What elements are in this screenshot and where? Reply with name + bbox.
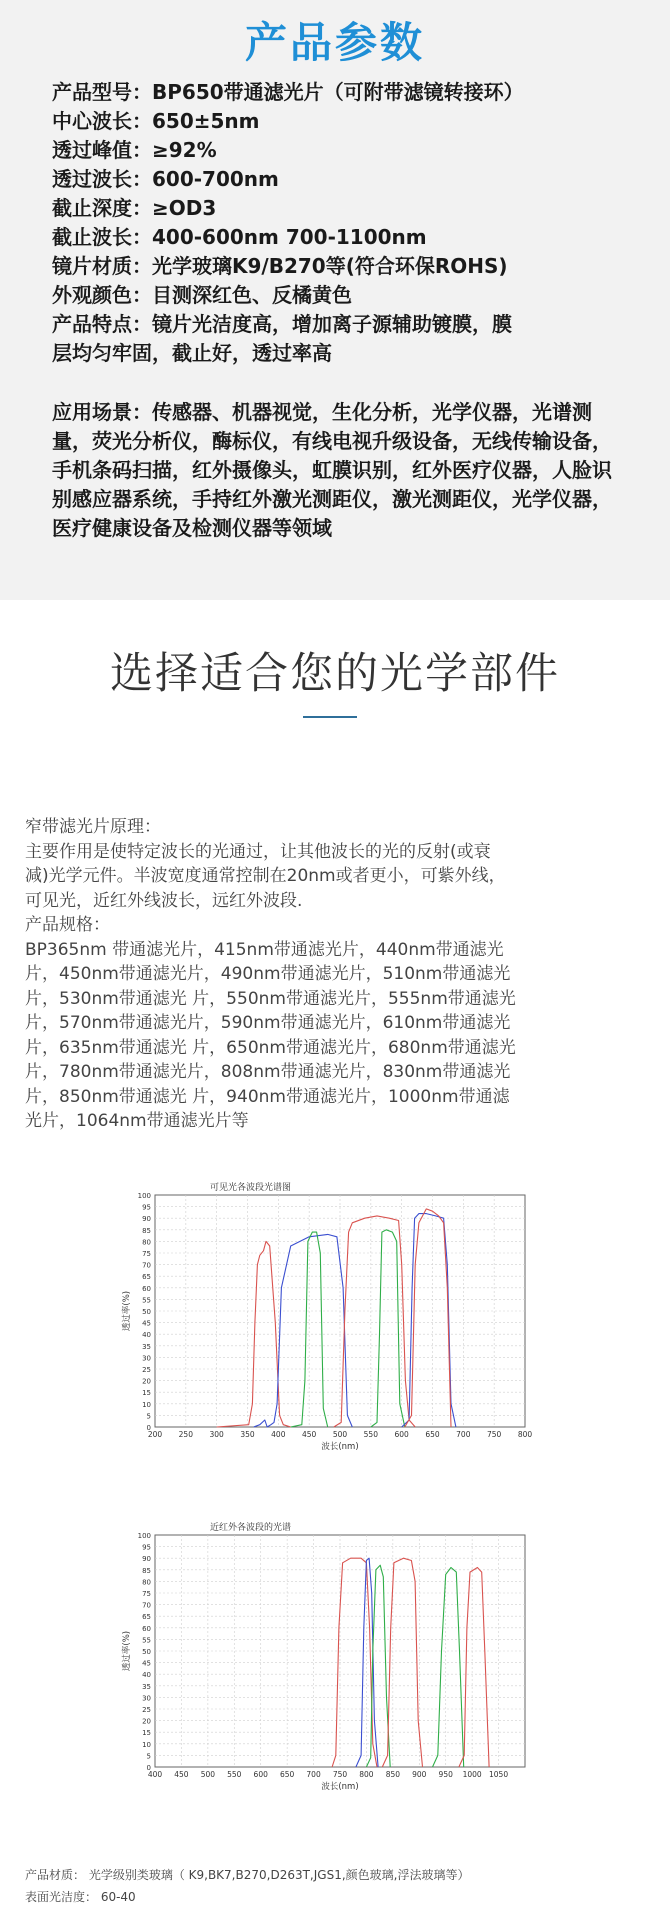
param-passband: 透过波长：600-700nm xyxy=(52,167,279,191)
y-tick-label: 65 xyxy=(142,1613,151,1622)
nir-spectrum-chart-svg xyxy=(115,1517,545,1823)
chart-title: 可见光各波段光谱图 xyxy=(210,1183,292,1193)
param-color: 外观颜色：目测深红色、反橘黄色 xyxy=(52,283,352,307)
x-tick-label: 350 xyxy=(240,1430,255,1439)
y-tick-label: 30 xyxy=(142,1354,151,1363)
y-tick-label: 10 xyxy=(142,1740,151,1749)
x-tick-label: 900 xyxy=(412,1770,427,1779)
x-tick-label: 1050 xyxy=(489,1770,509,1779)
y-tick-label: 20 xyxy=(142,1377,151,1386)
x-tick-label: 750 xyxy=(332,1770,348,1779)
x-tick-label: 950 xyxy=(438,1770,453,1779)
section-heading: 选择适合您的光学部件 xyxy=(110,649,560,699)
y-tick-label: 35 xyxy=(142,1682,151,1691)
filter-description xyxy=(25,815,650,1134)
spec-text-line: BP365nm 带通滤光片，415nm带通滤光片，440nm带通滤光 xyxy=(25,939,504,960)
y-tick-label: 40 xyxy=(142,1331,151,1340)
y-tick-label: 15 xyxy=(142,1389,151,1398)
param-center-wavelength: 中心波长：650±5nm xyxy=(52,109,260,133)
y-tick-label: 90 xyxy=(142,1555,151,1564)
y-tick-label: 70 xyxy=(142,1601,151,1610)
x-tick-label: 600 xyxy=(394,1430,409,1439)
y-tick-label: 20 xyxy=(142,1717,151,1726)
y-tick-label: 45 xyxy=(142,1659,151,1668)
x-tick-label: 450 xyxy=(302,1430,317,1439)
y-tick-label: 75 xyxy=(142,1250,151,1258)
y-tick-label: 40 xyxy=(142,1671,151,1680)
param-application: 应用场景：传感器、机器视觉，生化分析，光学仪器，光谱测量，荧光分析仪，酶标仪，有线电视升级设备，无线传输设备，手机条码扫描，红外摄像头，虹膜识别，红外医疗仪器，人脸识别感应器系统，手持红外激光测距仪，激光测距仪，光学仪器，医疗健康设备及检测仪器等领域 xyxy=(52,400,612,540)
param-features-cont: 层均匀牢固，截止好，透过率高 xyxy=(52,341,332,365)
y-tick-label: 30 xyxy=(142,1694,151,1703)
y-tick-label: 5 xyxy=(146,1752,151,1761)
y-tick-label: 5 xyxy=(146,1412,151,1421)
spec-text-line: 片，450nm带通滤光片，490nm带通滤光片，510nm带通滤光 xyxy=(25,964,511,984)
principle-text-line: 减)光学元件。半波宽度通常控制在20nm或者更小，可紫外线， xyxy=(25,866,506,886)
x-tick-label: 400 xyxy=(271,1430,286,1439)
x-tick-label: 600 xyxy=(253,1770,268,1779)
y-tick-label: 80 xyxy=(142,1238,151,1247)
spec-text-line: 光片，1064nm带通滤光片等 xyxy=(25,1111,249,1131)
spec-text-line: 片，570nm带通滤光片，590nm带通滤光片，610nm带通滤光 xyxy=(25,1013,511,1033)
y-tick-label: 60 xyxy=(142,1624,151,1633)
nir-spectrum-chart xyxy=(115,1517,545,1823)
chart-title: 近红外各波段的光谱 xyxy=(210,1523,292,1533)
y-tick-label: 25 xyxy=(142,1706,151,1714)
y-tick-label: 100 xyxy=(137,1192,151,1200)
spec-text-line: 片，780nm带通滤光片，808nm带通滤光片，830nm带通滤光 xyxy=(25,1062,511,1082)
principle-text-line: 可见光，近红外线波长，远红外波段. xyxy=(25,890,303,911)
y-tick-label: 55 xyxy=(142,1636,151,1645)
principle-heading: 窄带滤光片原理： xyxy=(25,817,161,837)
param-cutoff-wavelength: 截止波长：400-600nm 700-1100nm xyxy=(52,225,427,249)
y-tick-label: 45 xyxy=(142,1319,151,1328)
param-material: 镜片材质：光学玻璃K9/B270等(符合环保ROHS) xyxy=(52,254,508,278)
x-tick-label: 1000 xyxy=(462,1770,482,1779)
x-tick-label: 550 xyxy=(227,1770,242,1779)
x-tick-label: 700 xyxy=(306,1770,321,1779)
y-tick-label: 95 xyxy=(142,1543,151,1552)
x-axis-label: 波长(nm) xyxy=(321,1442,359,1452)
y-tick-label: 85 xyxy=(142,1226,151,1235)
y-tick-label: 25 xyxy=(142,1366,151,1374)
y-tick-label: 85 xyxy=(142,1566,151,1575)
parameters-title: 产品参数 xyxy=(244,18,425,67)
y-tick-label: 70 xyxy=(142,1261,151,1270)
x-tick-label: 650 xyxy=(279,1770,295,1779)
x-tick-label: 400 xyxy=(147,1770,163,1779)
footer-surface-quality: 表面光洁度： 60-40 xyxy=(25,1890,136,1904)
param-model: 产品型号：BP650带通滤光片（可附带滤镜转接环） xyxy=(52,80,524,104)
y-axis-label: 透过率(%) xyxy=(122,1290,132,1332)
y-tick-label: 35 xyxy=(142,1342,151,1351)
spec-text-line: 片，635nm带通滤光 片，650nm带通滤光片，680nm带通滤光 xyxy=(25,1037,516,1058)
parameter-list xyxy=(52,78,612,543)
y-axis-label: 透过率(%) xyxy=(122,1630,132,1672)
material-footer xyxy=(25,1864,645,1908)
visible-spectrum-chart xyxy=(115,1177,545,1483)
y-tick-label: 50 xyxy=(142,1308,151,1316)
x-tick-label: 800 xyxy=(359,1770,374,1779)
spec-heading: 产品规格： xyxy=(25,915,110,935)
y-tick-label: 60 xyxy=(142,1284,151,1293)
y-tick-label: 10 xyxy=(142,1400,151,1409)
x-tick-label: 650 xyxy=(425,1430,440,1439)
spec-text-line: 片，850nm带通滤光 片，940nm带通滤光片，1000nm带通滤 xyxy=(25,1086,510,1107)
y-tick-label: 50 xyxy=(142,1648,151,1656)
x-tick-label: 500 xyxy=(200,1770,216,1779)
heading-divider xyxy=(303,716,357,718)
x-tick-label: 500 xyxy=(332,1430,348,1439)
spec-text-line: 片，530nm带通滤光 片，550nm带通滤光片，555nm带通滤光 xyxy=(25,988,516,1009)
x-tick-label: 750 xyxy=(487,1430,502,1439)
x-axis-label: 波长(nm) xyxy=(321,1782,359,1792)
y-tick-label: 95 xyxy=(142,1203,151,1212)
x-tick-label: 250 xyxy=(178,1430,193,1439)
y-tick-label: 75 xyxy=(142,1590,151,1598)
x-tick-label: 800 xyxy=(517,1430,533,1439)
footer-material: 产品材质： 光学级别类玻璃（ K9,BK7,B270,D263T,JGS1,颜色玻璃,浮法玻璃等） xyxy=(25,1868,470,1882)
y-tick-label: 80 xyxy=(142,1578,151,1587)
param-peak-transmission: 透过峰值：≥92% xyxy=(52,138,217,162)
x-tick-label: 550 xyxy=(363,1430,378,1439)
x-tick-label: 450 xyxy=(174,1770,189,1779)
spacer xyxy=(52,368,612,398)
x-tick-label: 700 xyxy=(456,1430,471,1439)
y-tick-label: 100 xyxy=(137,1532,151,1540)
principle-text-line: 主要作用是使特定波长的光通过，让其他波长的光的反射(或衰 xyxy=(25,841,491,862)
y-tick-label: 55 xyxy=(142,1296,151,1305)
y-tick-label: 0 xyxy=(146,1764,151,1772)
x-tick-label: 200 xyxy=(147,1430,163,1439)
x-tick-label: 300 xyxy=(209,1430,224,1439)
y-tick-label: 90 xyxy=(142,1215,151,1224)
param-cutoff-depth: 截止深度：≥OD3 xyxy=(52,196,217,220)
y-tick-label: 15 xyxy=(142,1729,151,1738)
product-parameters-panel xyxy=(0,0,670,600)
param-features: 产品特点：镜片光洁度高，增加离子源辅助镀膜，膜 xyxy=(52,312,512,336)
y-tick-label: 0 xyxy=(146,1424,151,1432)
x-tick-label: 850 xyxy=(385,1770,401,1779)
visible-spectrum-chart-svg xyxy=(115,1177,545,1483)
y-tick-label: 65 xyxy=(142,1273,151,1282)
